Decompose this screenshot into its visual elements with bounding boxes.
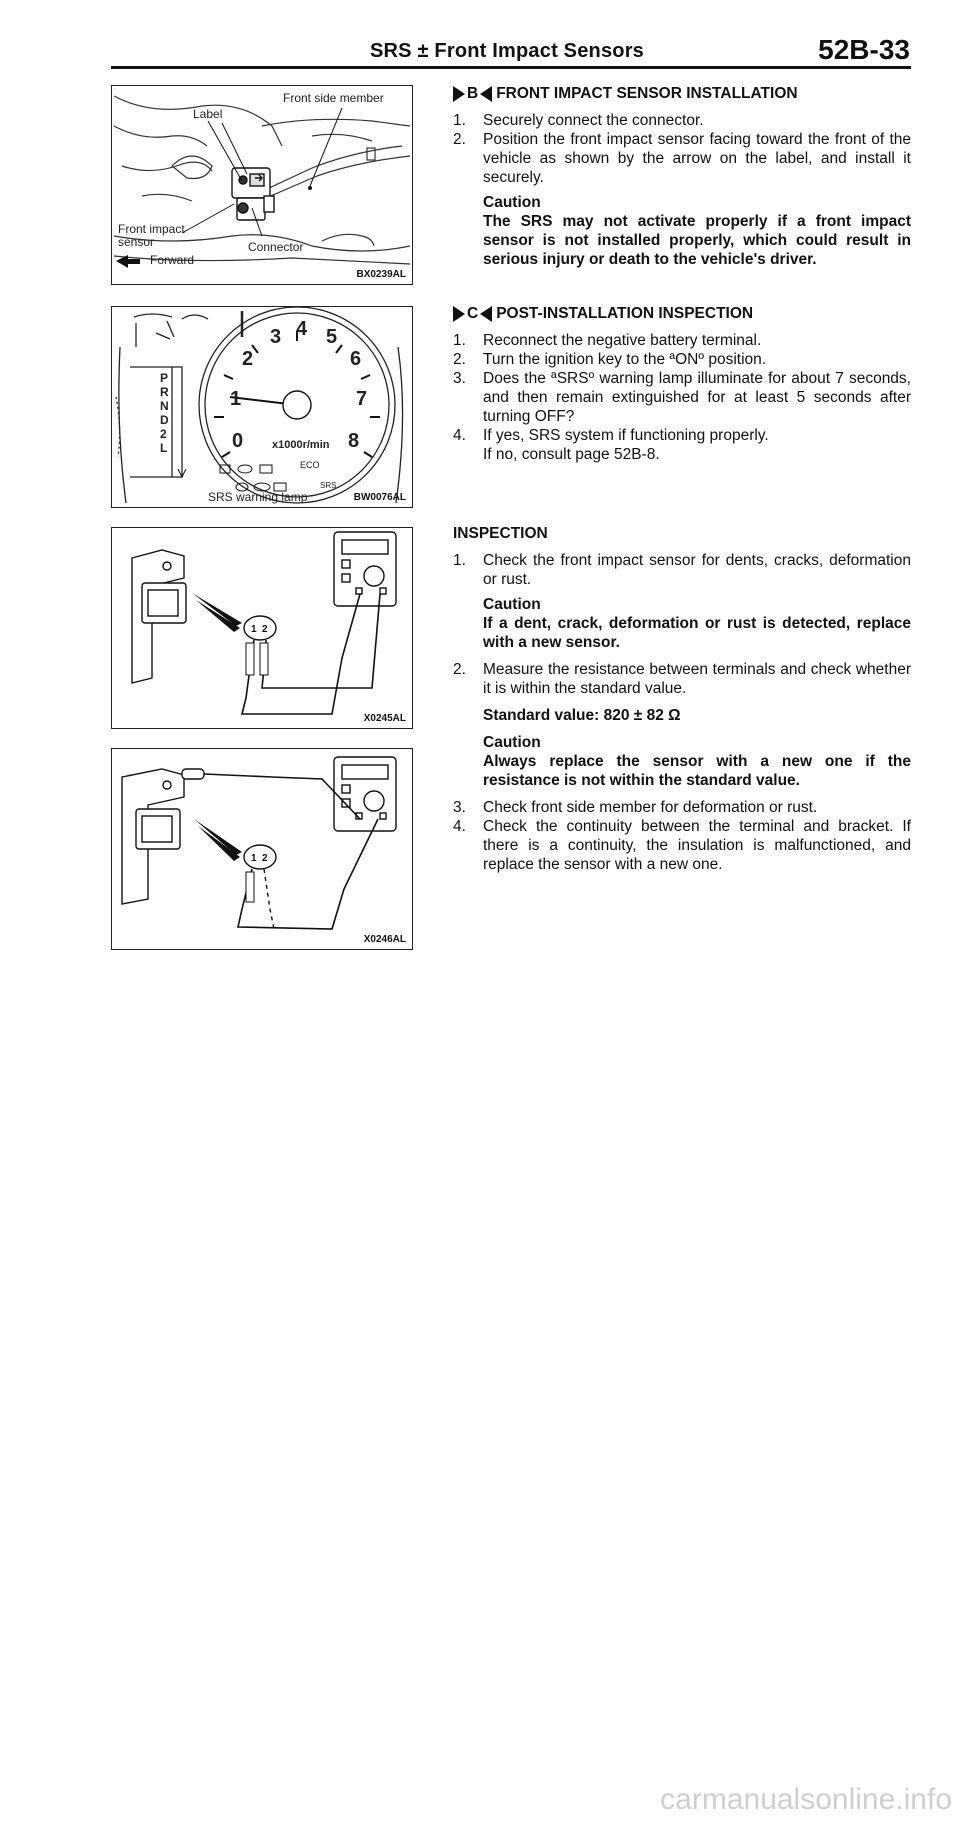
figure-sensor-installation [111,85,413,285]
gear-p: P [160,371,169,385]
page-number: 52B-33 [818,34,910,65]
caution-block [453,733,911,790]
page-title: SRS ± Front Impact Sensors [370,40,645,62]
caution-title: Caution [483,734,541,751]
dial-number-6: 6 [350,348,362,370]
caution-text: The SRS may not activate properly if a front impact sensor is not installed properly, which could result in serious injury or death to the vehicle's driver. [483,213,911,268]
gear-l: L [160,441,168,455]
caution-text: Always replace the sensor with a new one if the resistance is not within the standard value. [483,753,911,789]
label-front-impact-sensor-1: Front impact [118,222,185,236]
gear-d: D [160,413,169,427]
list-item: 1. Reconnect the negative battery terminal. [453,332,762,349]
section-inspection [453,524,911,874]
inspection-steps [453,551,911,589]
triangle-right-icon [453,306,465,322]
figure-id: BW0076AL [353,492,406,503]
section-b-heading [453,84,911,103]
inspection-steps-3 [453,798,911,874]
triangle-left-icon [480,86,492,102]
svg-text:1: 1 [251,853,257,864]
figure-instrument-cluster [111,306,413,508]
inspection-heading: INSPECTION [453,525,548,542]
continuity-check-illustration [112,749,412,949]
section-c [453,304,911,464]
dial-number-3: 3 [270,326,282,348]
dial-number-2: 2 [242,348,254,370]
section-b-title: FRONT IMPACT SENSOR INSTALLATION [496,85,798,102]
dial-number-7: 7 [356,388,368,410]
label-front-side-member: Front side member [283,91,384,105]
figure-id: X0246AL [363,934,406,945]
figure-id: X0245AL [363,713,406,724]
list-item: 2. Measure the resistance between terminals and check whether it is within the standard value. [453,661,911,697]
section-b-steps [453,111,911,187]
dial-number-1: 1 [230,388,242,410]
eco-indicator: ECO [300,460,320,470]
list-item: 4. If yes, SRS system if functioning properly. [453,427,769,444]
gear-r: R [160,385,169,399]
caution-text: If a dent, crack, deformation or rust is detected, replace with a new sensor. [483,615,911,651]
figure-continuity-check [111,748,413,950]
figure-resistance-measurement [111,527,413,729]
caution-block [453,595,911,652]
dial-number-5: 5 [326,326,338,348]
header-divider [111,66,911,69]
dial-number-8: 8 [348,430,360,452]
step4-sub: If no, consult page 52B-8. [483,446,660,463]
standard-value: Standard value: 820 ± 82 Ω [483,707,681,724]
list-item: 2. Position the front impact sensor facing toward the front of the vehicle as shown by the arrow on the label, and install it securely. [453,131,911,186]
svg-text:2: 2 [262,624,268,635]
section-b-marker: B [467,85,479,102]
srs-warning-lamp-label: SRS warning lamp [208,490,308,504]
inspection-steps-2 [453,660,911,698]
gear-2: 2 [160,427,167,441]
speed-unit: x1000r/min [272,439,330,451]
dial-number-4: 4 [296,318,308,340]
srs-indicator: SRS [320,481,337,490]
triangle-left-icon [480,306,492,322]
section-b [453,84,911,277]
instrument-cluster-illustration [112,307,412,507]
section-c-marker: C [467,305,479,322]
section-c-title: POST-INSTALLATION INSPECTION [496,305,754,322]
list-item: 4. Check the continuity between the terminal and bracket. If there is a continuity, the insulation is malfunctioned, and replace the sensor with a new one. [453,818,911,873]
triangle-right-icon [453,86,465,102]
list-item: 2. Turn the ignition key to the ªONº position. [453,351,767,368]
svg-text:2: 2 [262,853,268,864]
caution-block [453,193,911,269]
dial-number-0: 0 [232,430,244,452]
watermark: carmanualsonline.info [660,1783,952,1816]
list-item: 3. Does the ªSRSº warning lamp illuminate for about 7 seconds, and then remain extinguished for at least 5 seconds after turning OFF? [453,370,911,425]
list-item: 1. Check the front impact sensor for dents, cracks, deformation or rust. [453,552,911,588]
caution-title: Caution [483,596,541,613]
caution-title: Caution [483,194,541,211]
page-header [0,0,960,70]
section-c-heading [453,304,911,323]
gear-n: N [160,399,169,413]
label-connector: Connector [248,240,304,254]
resistance-measurement-illustration [112,528,412,728]
label-label: Label [193,107,223,121]
label-front-impact-sensor-2: sensor [118,235,155,249]
svg-text:1: 1 [251,624,257,635]
list-item: 1. Securely connect the connector. [453,112,704,129]
label-forward: Forward [150,253,195,267]
figure-id: BX0239AL [356,269,406,280]
section-c-steps [453,331,911,445]
list-item: 3. Check front side member for deformation or rust. [453,799,818,816]
